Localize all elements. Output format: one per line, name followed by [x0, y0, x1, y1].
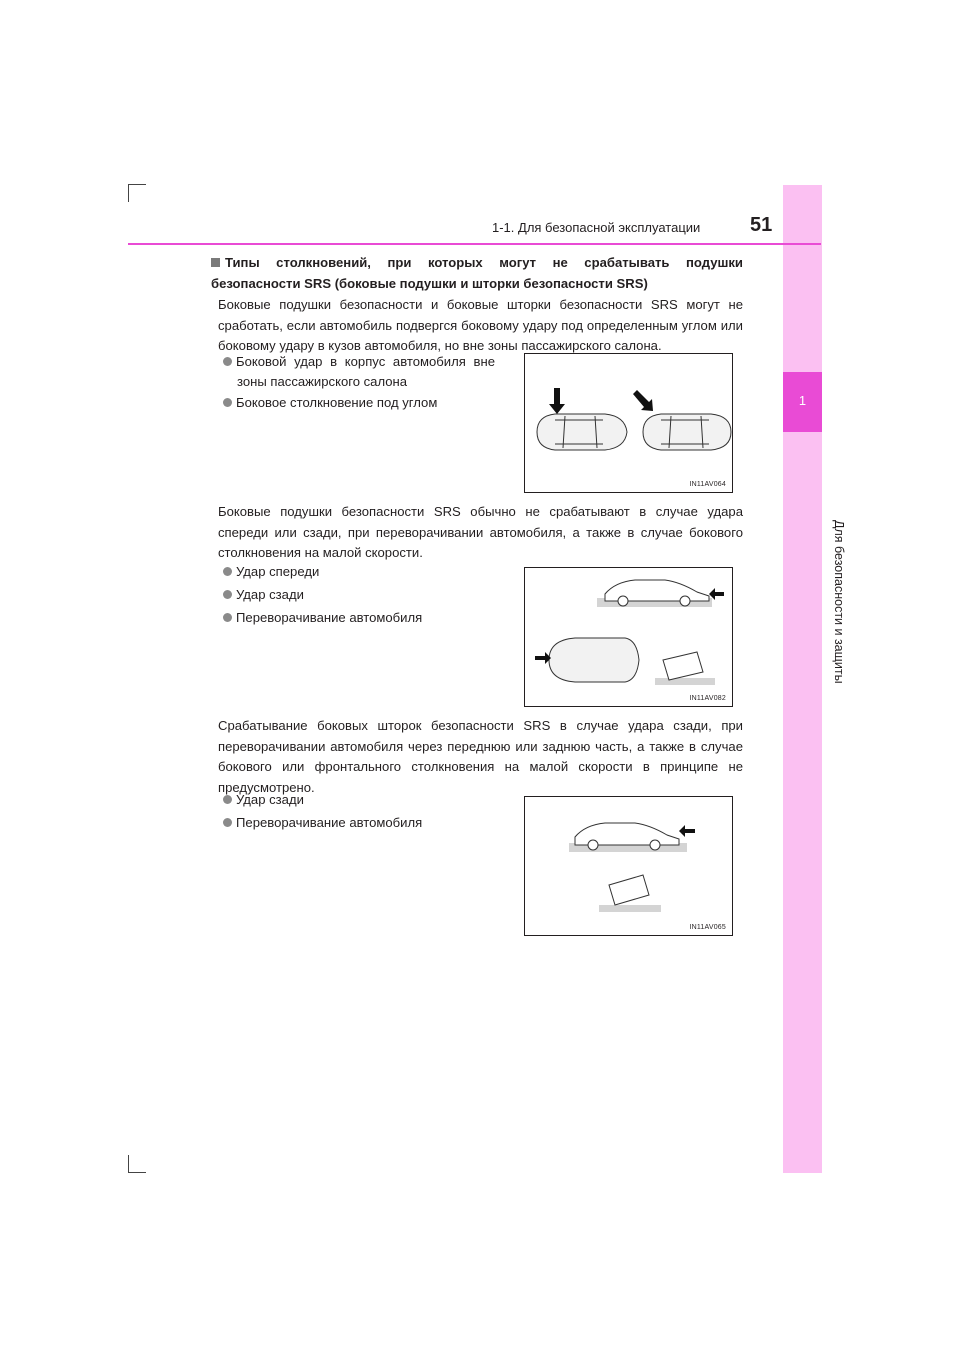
cars-impact-illustration [525, 568, 732, 706]
bullet-icon [223, 818, 232, 827]
bullet-icon [223, 590, 232, 599]
cars-top-view-illustration [525, 354, 732, 492]
crop-mark-bottom-h [128, 1172, 146, 1173]
square-bullet-icon [211, 258, 220, 267]
list-item-cont: зоны пассажирского салона [237, 374, 408, 389]
arrow-down-icon [549, 388, 565, 414]
arrow-left-icon [679, 825, 695, 837]
cars-rear-rollover-illustration [525, 797, 732, 935]
list-item: Удар сзади [223, 585, 304, 606]
bullet-icon [223, 613, 232, 622]
paragraph-2: Боковые подушки безопасности SRS обычно не срабатывают в случае удара спереди или сзади, при переворачивании автомобиля, а также в случае бокового столкновения на малой скорости. [218, 504, 743, 560]
list-item: Боковое столкновение под углом [223, 393, 437, 414]
figure-code: IN11AV082 [689, 695, 726, 702]
header-rule [128, 243, 821, 245]
page-number: 51 [750, 214, 773, 236]
section-title: 1-1. Для безопасной эксплуатации [492, 220, 701, 235]
crop-mark-bottom [128, 1155, 129, 1173]
list-item: Удар спереди [223, 562, 319, 583]
figure-side-impact [524, 353, 733, 493]
paragraph-3: Срабатывание боковых шторок безопасности SRS в случае удара сзади, при переворачивании автомобиля через переднюю или заднюю часть, а также в случае бокового или фронтального столкновения на малой скорости в принципе не предусмотрено. [218, 718, 743, 795]
figure-front-rear-rollover [524, 567, 733, 707]
chapter-number: 1 [798, 393, 807, 408]
figure-rear-rollover [524, 796, 733, 936]
list-item: Боковой удар в корпус автомобиля вне [223, 352, 495, 373]
chapter-title: Для безопасности и защиты [832, 520, 846, 684]
crop-mark-top-h [128, 184, 146, 185]
paragraph-1: Боковые подушки безопасности и боковые шторки безопасности SRS могут не сработать, если автомобиль подвергся боковому удару под определенным углом или боковому удару в кузов автомобиля, но вне зоны пассажирского салона. [218, 297, 743, 353]
figure-code: IN11AV065 [689, 924, 726, 931]
bullet-icon [223, 795, 232, 804]
bullet-icon [223, 398, 232, 407]
list-item: Переворачивание автомобиля [223, 813, 422, 834]
bullet-icon [223, 567, 232, 576]
section-heading: Типы столкновений, при которых могут не срабатывать подушки безопасности SRS (боковые подушки и шторки безопасности SRS) [211, 255, 743, 291]
crop-mark-top [128, 184, 129, 202]
chapter-tab-strip [783, 185, 822, 1173]
list-item: Переворачивание автомобиля [223, 608, 422, 629]
arrow-diagonal-icon [633, 390, 653, 411]
list-item: Удар сзади [223, 790, 304, 811]
bullet-icon [223, 357, 232, 366]
figure-code: IN11AV064 [689, 481, 726, 488]
